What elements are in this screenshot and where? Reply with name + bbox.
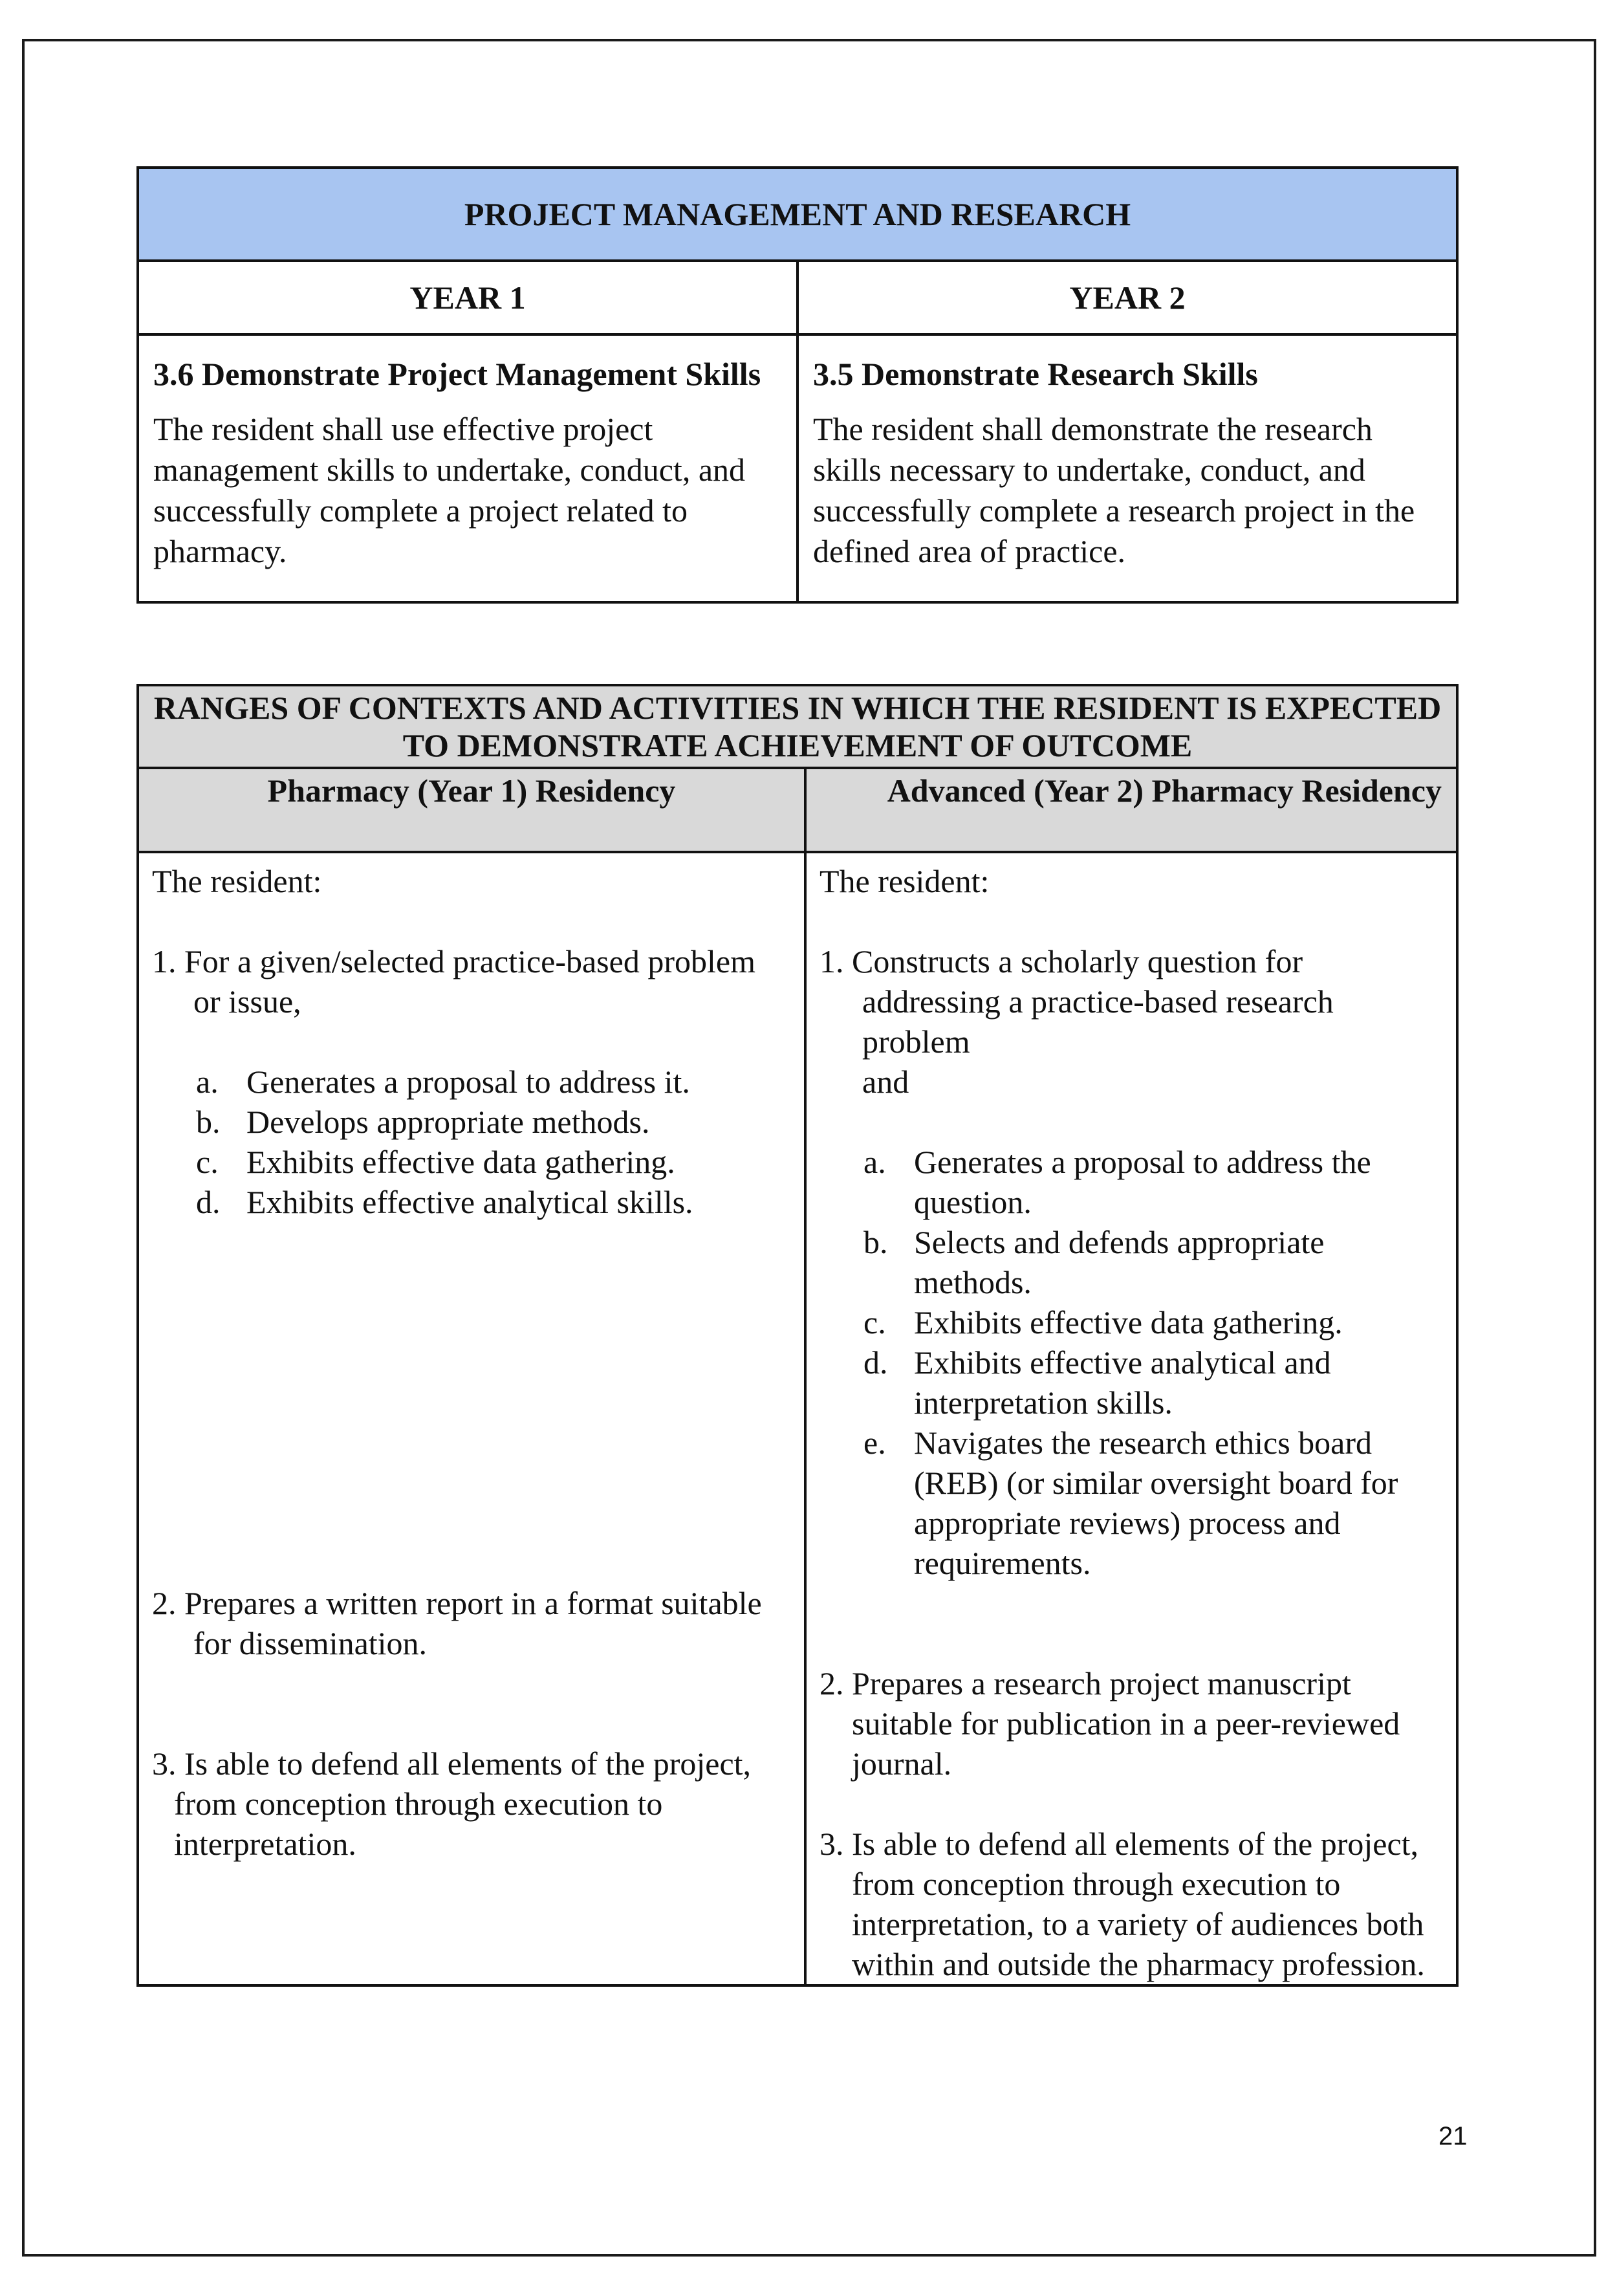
left-activities	[138, 852, 805, 1985]
ranges-title-line1: RANGES OF CONTEXTS AND ACTIVITIES IN WHICH THE RESIDENT IS EXPECTED	[153, 690, 1442, 726]
outcome-table	[136, 166, 1459, 604]
right-column-header: Advanced (Year 2) Pharmacy Residency	[805, 768, 1457, 852]
year2-description: The resident shall demonstrate the research skills necessary to undertake, conduct, and successfully complete a research project in the defined area of practice.	[813, 411, 1415, 569]
right-item-1-line3: and	[862, 1064, 909, 1100]
left-column-header: Pharmacy (Year 1) Residency	[138, 768, 805, 852]
right-item-3-line1: 3. Is able to defend all elements of the project,	[819, 1826, 1419, 1862]
left-item-2-line1: 2. Prepares a written report in a format suitable	[152, 1585, 762, 1621]
ranges-table	[136, 684, 1459, 1987]
right-sub-e: e. Navigates the research ethics board (REB) (or similar oversight board for appropriate reviews) process and requirements.	[863, 1425, 1398, 1581]
right-item-2-line1: 2. Prepares a research project manuscript	[819, 1665, 1351, 1701]
ranges-title-line2: TO DEMONSTRATE ACHIEVEMENT OF OUTCOME	[402, 727, 1193, 763]
year1-outcome	[138, 334, 798, 602]
right-item-3	[819, 1824, 1443, 1984]
left-sub-d: d. Exhibits effective analytical skills.	[196, 1184, 693, 1220]
left-item-2-line2: for dissemination.	[193, 1625, 428, 1661]
left-intro: The resident:	[152, 863, 322, 899]
right-sub-d: d. Exhibits effective analytical and interpretation skills.	[863, 1344, 1331, 1421]
right-sub-a: a. Generates a proposal to address the question.	[863, 1144, 1371, 1220]
left-sub-c: c. Exhibits effective data gathering.	[196, 1144, 675, 1180]
right-item-2-line3: journal.	[852, 1745, 952, 1782]
left-item-1	[152, 941, 791, 1022]
right-item-2	[819, 1663, 1443, 1784]
section-title: PROJECT MANAGEMENT AND RESEARCH	[138, 168, 1457, 261]
right-item-1-line1: 1. Constructs a scholarly question for	[819, 943, 1303, 979]
year2-outcome	[798, 334, 1457, 602]
year2-heading: 3.5 Demonstrate Research Skills	[813, 356, 1258, 392]
left-item-3-line1: 3. Is able to defend all elements of the project,	[152, 1745, 752, 1782]
right-item-1	[819, 941, 1443, 1102]
right-intro: The resident:	[819, 863, 990, 899]
year1-heading: 3.6 Demonstrate Project Management Skills	[153, 356, 761, 392]
right-activities	[805, 852, 1457, 1985]
right-item-3-line2: from conception through execution to	[852, 1866, 1341, 1902]
year1-description: The resident shall use effective project management skills to undertake, conduct, and successfully complete a project related to pharmacy.	[153, 411, 746, 569]
left-sub-a: a. Generates a proposal to address it.	[196, 1064, 690, 1100]
right-item-3-line3: interpretation, to a variety of audiences both	[852, 1906, 1424, 1942]
left-item-3-line3: interpretation.	[174, 1826, 356, 1862]
year2-label: YEAR 2	[798, 261, 1457, 334]
right-item-2-line2: suitable for publication in a peer-reviewed	[852, 1705, 1400, 1742]
right-sub-b: b. Selects and defends appropriate methods.	[863, 1224, 1325, 1300]
right-sub-c: c. Exhibits effective data gathering.	[863, 1304, 1343, 1340]
left-item-1-line1: 1. For a given/selected practice-based problem	[152, 943, 755, 979]
right-item-1-line2: addressing a practice-based research problem	[862, 983, 1334, 1060]
left-item-1-line2: or issue,	[193, 983, 301, 1020]
left-sub-b: b. Develops appropriate methods.	[196, 1104, 650, 1140]
right-item-3-line4: within and outside the pharmacy profession.	[852, 1946, 1425, 1982]
left-item-3-line2: from conception through execution to	[174, 1786, 663, 1822]
page-number: 21	[1438, 2122, 1468, 2150]
year1-label: YEAR 1	[138, 261, 798, 334]
left-item-2	[152, 1583, 791, 1663]
left-item-3	[152, 1744, 791, 1864]
ranges-title	[138, 685, 1457, 768]
